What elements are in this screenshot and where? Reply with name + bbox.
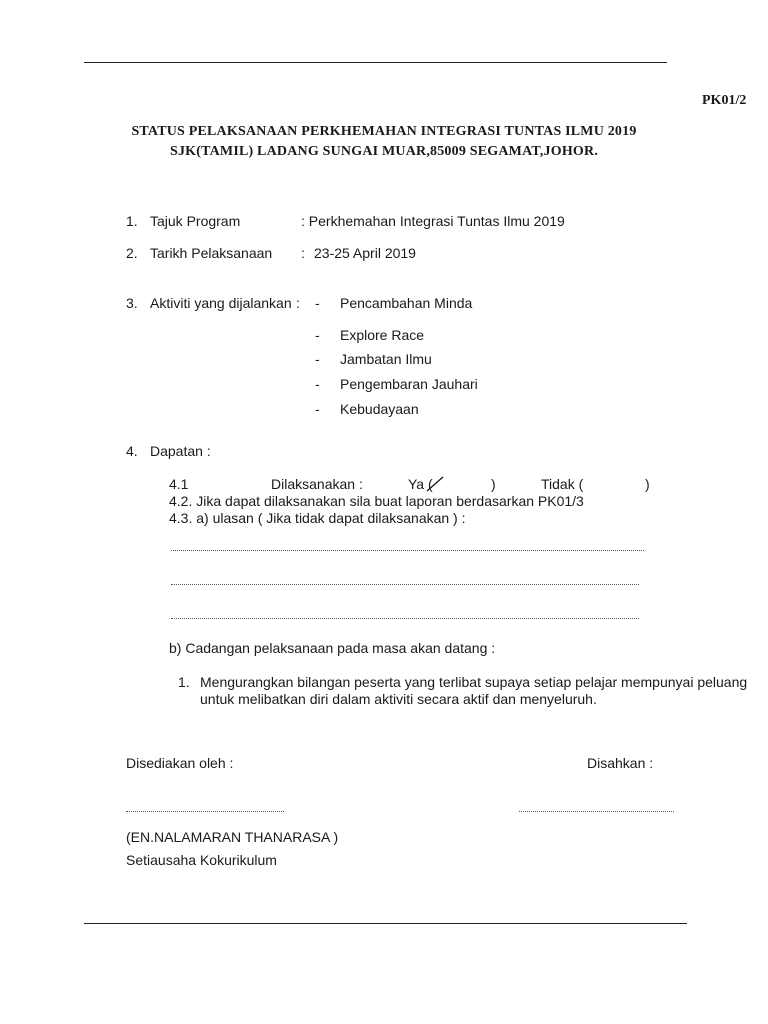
cadangan-text: b) Cadangan pelaksanaan pada masa akan datang :: [169, 640, 496, 656]
item1-value: : Perkhemahan Integrasi Tuntas Ilmu 2019: [301, 213, 565, 229]
sub2-text: 4.2. Jika dapat dilaksanakan sila buat laporan berdasarkan PK01/3: [169, 493, 584, 509]
top-rule: [84, 62, 667, 63]
activity-item: Kebudayaan: [340, 401, 419, 417]
activity-dash: -: [315, 376, 320, 392]
tidak-label: Tidak (: [541, 476, 584, 492]
item4-num: 4.: [126, 443, 138, 459]
activity-dash: -: [315, 401, 320, 417]
item2-label: Tarikh Pelaksanaan: [150, 245, 273, 261]
recommendation-num: 1.: [178, 674, 190, 690]
item2-colon: :: [301, 245, 305, 261]
activity-item: Pengembaran Jauhari: [340, 376, 478, 392]
signature-line-approved: [519, 811, 674, 812]
recommendation-text-cont: untuk melibatkan diri dalam aktiviti secara aktif dan menyeluruh.: [200, 691, 597, 707]
signatory-name: (EN.NALAMARAN THANARASA ): [126, 829, 339, 845]
activity-dash: -: [315, 351, 320, 367]
activity-dash: -: [315, 327, 320, 343]
activity-item: Jambatan Ilmu: [340, 351, 432, 367]
activity-item: Pencambahan Minda: [340, 295, 473, 311]
ya-label: Ya (: [408, 476, 433, 492]
activity-item: Explore Race: [340, 327, 425, 343]
activity-dash: -: [315, 295, 320, 311]
signatory-role: Setiausaha Kokurikulum: [126, 852, 277, 868]
prepared-by-label: Disediakan oleh :: [126, 755, 234, 771]
doc-code: PK01/2: [702, 93, 747, 108]
item4-label: Dapatan :: [150, 443, 211, 459]
comment-line: [171, 550, 644, 551]
item1-label: Tajuk Program: [150, 213, 241, 229]
item2-num: 2.: [126, 245, 138, 261]
page-title: STATUS PELAKSANAAN PERKHEMAHAN INTEGRASI TUNTAS ILMU 2019: [131, 124, 637, 139]
item3-colon: :: [296, 295, 300, 311]
check-mark-icon: [424, 474, 446, 494]
sub3-text: 4.3. a) ulasan ( Jika tidak dapat dilaksanakan ) :: [169, 510, 466, 526]
tidak-close-paren: ): [645, 476, 650, 492]
item2-value: 23-25 April 2019: [314, 245, 416, 261]
sub1-label: Dilaksanakan :: [271, 476, 363, 492]
item3-label: Aktiviti yang dijalankan: [150, 295, 292, 311]
recommendation-text: Mengurangkan bilangan peserta yang terlibat supaya setiap pelajar mempunyai peluang: [200, 674, 748, 690]
ya-close-paren: ): [491, 476, 496, 492]
comment-line: [171, 584, 639, 585]
bottom-rule: [84, 923, 687, 924]
signature-line-prepared: [126, 811, 284, 812]
page-subtitle: SJK(TAMIL) LADANG SUNGAI MUAR,85009 SEGAMAT,JOHOR.: [169, 144, 599, 159]
item3-num: 3.: [126, 295, 138, 311]
comment-line: [171, 618, 639, 619]
item1-num: 1.: [126, 213, 138, 229]
sub1-num: 4.1: [169, 476, 189, 492]
approved-label: Disahkan :: [587, 755, 654, 771]
